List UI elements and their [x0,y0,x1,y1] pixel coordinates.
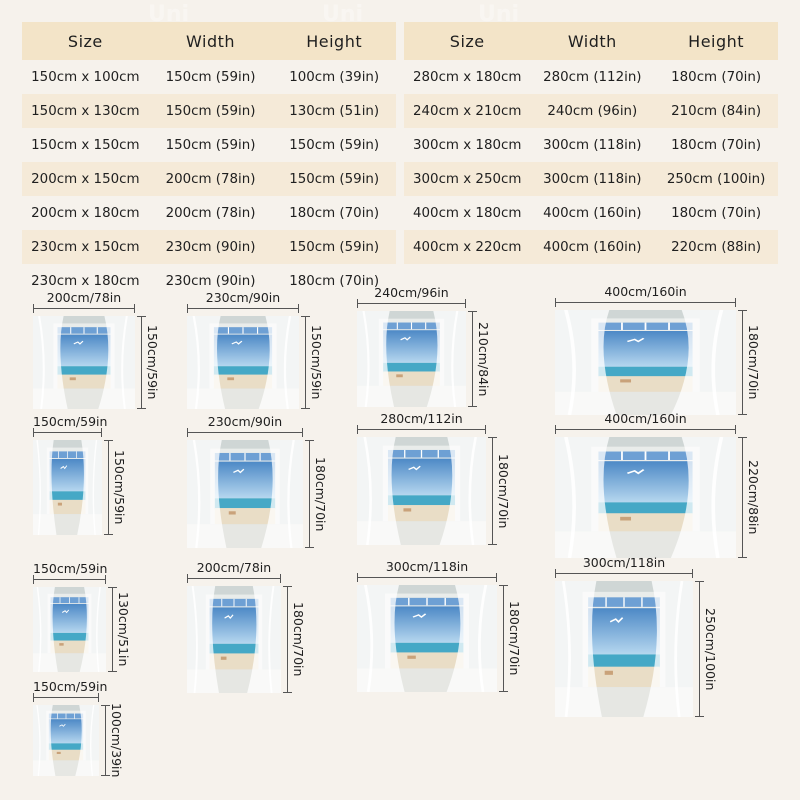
width-rule [187,578,281,579]
preview-300x180 [357,559,527,692]
width-label: 400cm/160in [604,284,687,299]
watermark: Uni [478,2,520,27]
width-cell: 200cm (78in) [165,205,256,221]
size-table-left [22,22,396,298]
width-label: 150cm/59in [33,679,108,694]
width-dimension [187,414,303,440]
header-height: Height [272,22,396,60]
height-label: 180cm/70in [496,453,511,529]
height-label: 100cm/39in [109,703,124,778]
height-rule [503,585,504,692]
preview-240x210 [357,285,496,407]
header-height: Height [654,22,778,60]
height-cell: 210cm (84in) [654,94,778,128]
width-rule [555,302,736,303]
table-row [22,162,396,196]
header-width: Width [149,22,273,60]
table-row [404,230,778,264]
height-label: 180cm/70in [291,602,306,677]
table-row [22,94,396,128]
height-cell: 150cm (59in) [289,137,380,153]
size-cell: 400cm x 180cm [413,205,522,221]
width-rule [357,577,497,578]
width-dimension [555,284,736,310]
height-rule [105,705,106,776]
width-cell: 200cm (78in) [149,162,273,196]
size-cell: 300cm x 250cm [404,162,530,196]
curtain-photo [357,585,497,692]
height-cell: 250cm (100in) [654,162,778,196]
width-dimension [33,679,108,705]
curtain-photo [33,705,99,776]
curtain-photo [187,440,303,548]
preview-150x100 [33,679,129,776]
width-rule [33,697,99,698]
width-cell: 150cm (59in) [165,69,256,85]
height-label: 210cm/84in [476,321,491,397]
preview-400x180 [555,284,766,415]
height-cell: 180cm (70in) [671,137,762,153]
height-rule [108,440,109,535]
width-cell: 230cm (90in) [165,273,256,289]
curtain-photo [187,586,281,693]
height-rule [309,440,310,548]
width-cell: 280cm (112in) [543,69,642,85]
height-rule [141,316,142,409]
height-cell: 100cm (39in) [289,69,380,85]
width-label: 230cm/90in [205,290,281,305]
table-row [404,196,778,230]
width-dimension [187,560,281,586]
width-cell: 150cm (59in) [165,137,256,153]
height-label: 220cm/88in [746,460,761,535]
width-dimension [357,285,466,311]
width-label: 240cm/96in [374,285,449,300]
width-cell: 230cm (90in) [149,230,273,264]
height-rule [287,586,288,693]
curtain-photo [187,316,299,409]
height-label: 180cm/70in [313,456,328,532]
height-label: 130cm/51in [116,592,131,667]
size-cell: 150cm x 100cm [31,69,140,85]
width-rule [33,579,106,580]
height-cell: 130cm (51in) [272,94,396,128]
width-rule [187,308,299,309]
width-dimension [357,559,497,585]
width-dimension [555,411,736,437]
height-cell: 180cm (70in) [671,69,762,85]
table-row [404,162,778,196]
height-rule [305,316,306,409]
table-row [22,60,396,94]
height-rule [492,437,493,545]
table-row [22,196,396,230]
size-cell: 200cm x 180cm [31,205,140,221]
curtain-photo [555,437,736,558]
width-rule [555,429,736,430]
size-cell: 200cm x 150cm [22,162,149,196]
width-cell: 240cm (96in) [530,94,654,128]
height-label: 250cm/100in [703,607,718,691]
preview-200x180 [187,560,311,693]
height-rule [699,581,700,717]
width-rule [33,432,102,433]
preview-280x180 [357,411,516,545]
size-cell: 230cm x 180cm [31,273,140,289]
width-dimension [555,555,693,581]
width-label: 200cm/78in [46,290,122,305]
size-cell: 300cm x 180cm [413,137,522,153]
width-rule [357,303,466,304]
watermark: Uni [322,2,364,27]
table-row [404,94,778,128]
curtain-photo [555,310,736,415]
width-dimension [33,561,106,587]
table-row [22,128,396,162]
height-rule [742,310,743,415]
height-cell: 180cm (70in) [289,205,380,221]
size-table-right [404,22,778,264]
curtain-photo [357,311,466,407]
height-rule [742,437,743,558]
curtain-photo [357,437,486,545]
height-rule [112,587,113,672]
width-dimension [33,414,108,440]
height-rule [472,311,473,407]
preview-400x220 [555,411,766,558]
curtain-photo [33,440,102,535]
width-cell: 400cm (160in) [543,205,642,221]
height-label: 180cm/70in [746,325,761,400]
header-size: Size [22,22,149,60]
width-dimension [357,411,486,437]
width-rule [555,573,693,574]
size-cell: 150cm x 130cm [22,94,149,128]
table-row [404,60,778,94]
table-row [404,128,778,162]
height-label: 150cm/59in [145,325,160,400]
width-label: 300cm/118in [385,559,469,574]
curtain-photo [33,316,135,409]
header-size: Size [404,22,530,60]
width-label: 400cm/160in [604,411,687,426]
preview-200x150 [33,290,165,409]
width-rule [33,308,135,309]
width-rule [357,429,486,430]
height-cell: 150cm (59in) [272,162,396,196]
height-cell: 180cm (70in) [671,205,762,221]
preview-150x150 [33,414,132,535]
height-label: 150cm/59in [309,325,324,400]
preview-230x150 [187,290,329,409]
size-cell: 400cm x 220cm [404,230,530,264]
table-row [22,230,396,264]
width-dimension [33,290,135,316]
curtain-photo [33,587,106,672]
width-label: 200cm/78in [196,560,272,575]
height-label: 180cm/70in [507,601,522,676]
height-cell: 180cm (70in) [289,273,380,289]
curtain-photo [555,581,693,717]
height-cell: 220cm (88in) [654,230,778,264]
width-cell: 150cm (59in) [149,94,273,128]
width-label: 230cm/90in [207,414,283,429]
size-cell: 150cm x 150cm [31,137,140,153]
width-dimension [187,290,299,316]
width-label: 300cm/118in [582,555,666,570]
width-cell: 300cm (118in) [543,137,642,153]
width-label: 150cm/59in [33,561,108,576]
watermark: Uni [148,2,190,27]
preview-150x130 [33,561,136,672]
height-cell: 150cm (59in) [272,230,396,264]
size-cell: 280cm x 180cm [413,69,522,85]
preview-230x180 [187,414,333,548]
width-cell: 300cm (118in) [530,162,654,196]
width-rule [187,432,303,433]
width-label: 280cm/112in [380,411,463,426]
size-cell: 230cm x 150cm [22,230,149,264]
width-cell: 400cm (160in) [530,230,654,264]
preview-300x250 [555,555,723,717]
height-label: 150cm/59in [112,450,127,525]
header-width: Width [530,22,654,60]
width-label: 150cm/59in [33,414,108,429]
size-cell: 240cm x 210cm [404,94,530,128]
